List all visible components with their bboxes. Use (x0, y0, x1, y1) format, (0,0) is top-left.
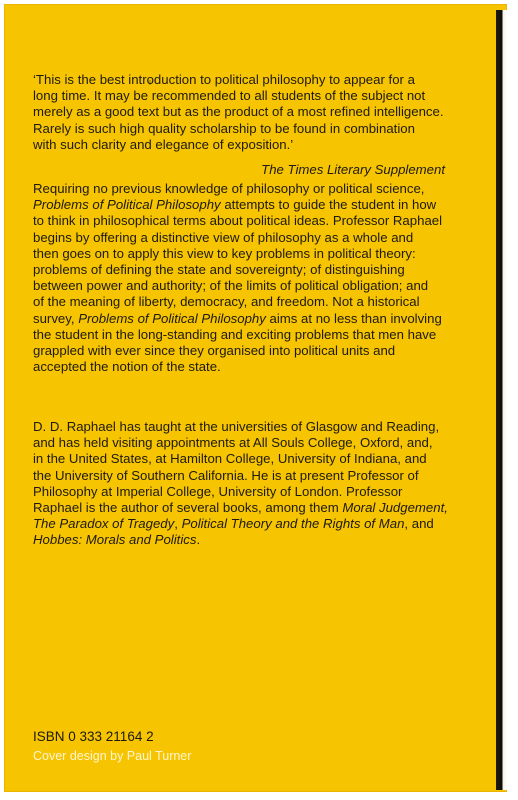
text-segment: Raphael is the author of several books, among them (33, 500, 343, 516)
text-segment: ‘This is the best introduction to political philosophy to appear for a (33, 72, 415, 87)
text-line (33, 468, 475, 484)
text-line (33, 230, 475, 246)
text-segment: merely as a good text but as the product of a most refined intelligence. (33, 104, 444, 120)
text-line (33, 213, 475, 229)
text-line (33, 327, 475, 343)
text-line (33, 484, 475, 500)
text-segment: the student in the long-standing and exciting problems that men have (33, 326, 437, 342)
text-segment: Philosophy at Imperial College, University of London. Professor (33, 483, 403, 499)
text-segment: problems of defining the state and sovereignty; of distinguishing (33, 262, 405, 278)
text-line (33, 516, 475, 532)
text-segment: long time. It may be recommended to all students of the subject not (33, 88, 426, 104)
text-line (33, 451, 475, 467)
text-segment: with such clarity and elegance of exposition.’ (33, 136, 294, 152)
text-segment: survey, (33, 310, 79, 326)
text-line (33, 500, 475, 516)
spine-edge (496, 10, 507, 790)
text-line (33, 359, 475, 375)
text-segment: grappled with ever since they organised into political units and (33, 343, 396, 359)
text-line (33, 137, 475, 153)
text-line (33, 311, 475, 327)
text-line (33, 72, 475, 88)
title-italic: Hobbes: Morals and Politics (33, 532, 197, 548)
text-segment: , (174, 516, 182, 532)
title-italic: Problems of Political Philosophy (33, 197, 221, 213)
text-line (33, 104, 475, 120)
book-description (33, 181, 475, 375)
text-segment: then goes on to apply this view to key problems in political theory: (33, 245, 416, 261)
quote-source: The Times Literary Supplement (261, 162, 445, 177)
text-segment: Requiring no previous knowledge of philosophy or political science, (33, 181, 425, 196)
text-line (33, 181, 475, 197)
text-segment: attempts to guide the student in how (220, 197, 437, 213)
text-segment: aims at no less than involving (265, 310, 442, 326)
title-italic: Political Theory and the Rights of Man (181, 516, 405, 532)
text-line (33, 262, 475, 278)
isbn: ISBN 0 333 21164 2 (33, 729, 154, 744)
text-segment: between power and authority; of the limits of political obligation; and (33, 278, 429, 294)
title-italic: Moral Judgement, (342, 500, 448, 516)
text-segment: begins by offering a distinctive view of philosophy as a whole and (33, 229, 414, 245)
text-line (33, 435, 475, 451)
text-segment: and has held visiting appointments at All Souls College, Oxford, and, (33, 435, 433, 451)
text-line (33, 197, 475, 213)
text-segment: D. D. Raphael has taught at the universities of Glasgow and Reading, (33, 419, 440, 434)
text-segment: of the meaning of liberty, democracy, and freedom. Not a historical (33, 294, 420, 310)
review-quote (33, 72, 475, 153)
cover-design-credit: Cover design by Paul Turner (33, 749, 192, 763)
text-segment: accepted the notion of the state. (33, 359, 221, 375)
text-segment: the University of Southern California. He is at present Professor of (33, 467, 419, 483)
text-line (33, 419, 475, 435)
text-segment: Rarely is such high quality scholarship to be found in combination (33, 120, 415, 136)
title-italic: The Paradox of Tragedy (33, 516, 175, 532)
text-line (33, 343, 475, 359)
text-segment: , and (404, 516, 434, 532)
text-line (33, 246, 475, 262)
text-segment: to think in philosophical terms about political ideas. Professor Raphael (33, 213, 443, 229)
text-line (33, 532, 475, 548)
text-line (33, 278, 475, 294)
author-biography (33, 419, 475, 549)
text-segment: . (196, 532, 201, 548)
text-line (33, 294, 475, 310)
text-segment: in the United States, at Hamilton College, University of Indiana, and (33, 451, 427, 467)
text-line (33, 121, 475, 137)
text-line (33, 88, 475, 104)
title-italic: Problems of Political Philosophy (78, 310, 266, 326)
